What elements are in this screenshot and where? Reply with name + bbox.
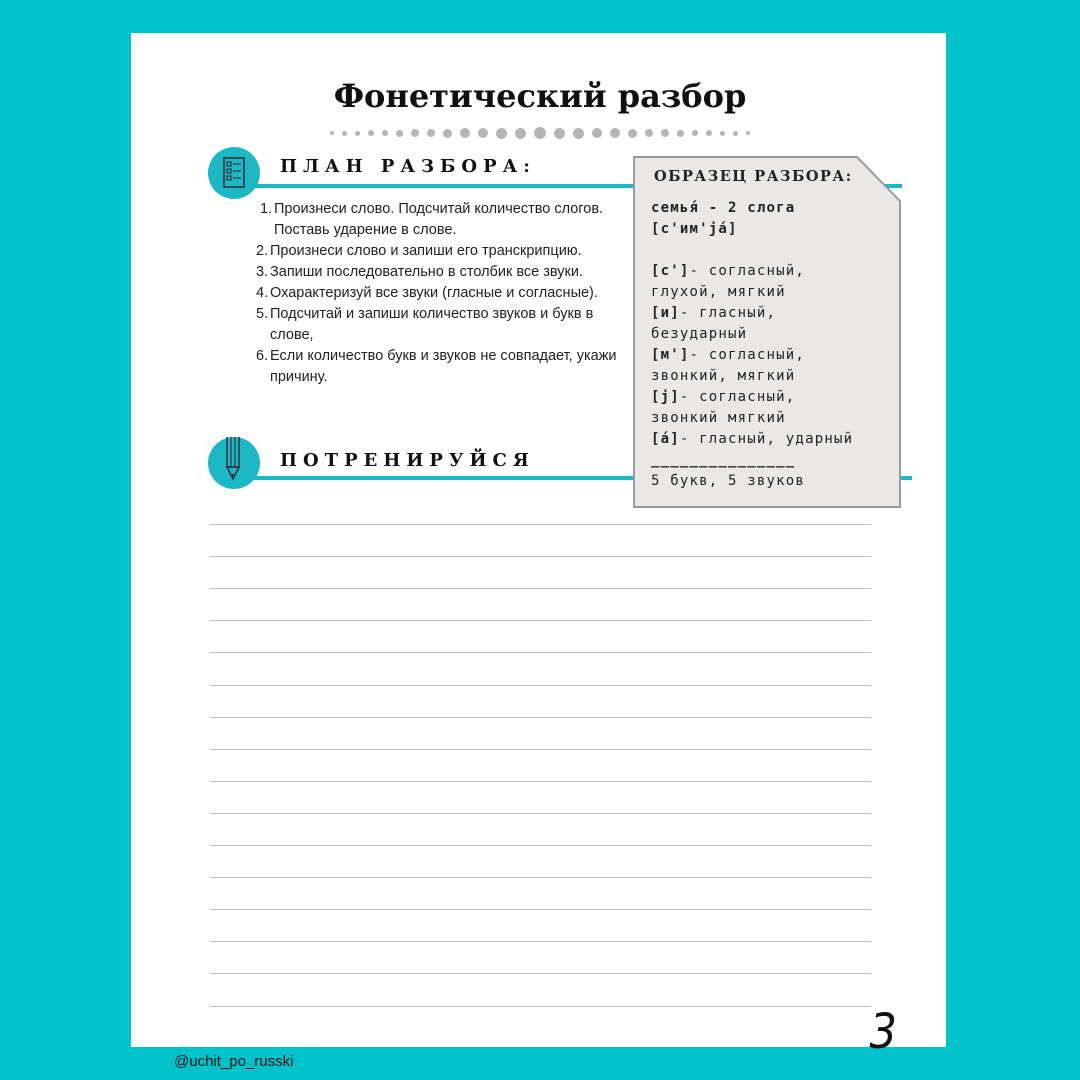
sound-row [651,261,896,282]
list-item-number: 6. [256,348,269,364]
sound-desc-cont: звонкий, мягкий [651,368,796,384]
decorative-dot [677,130,684,137]
sample-summary: 5 букв, 5 звуков [651,473,806,489]
sound-symbol: [м'] [651,347,690,363]
sample-transcription: [с'им'ја́] [651,221,738,237]
writing-line [210,652,871,653]
plan-heading: ПЛАН РАЗБОРА: [280,156,536,177]
list-item-number: 2. [256,243,269,259]
decorative-dot [592,128,602,138]
writing-line [210,973,871,974]
writing-line [210,588,871,589]
list-item-text: Охарактеризуй все звуки (гласные и согласные). [270,285,598,301]
sound-symbol: [с'] [651,263,690,279]
decorative-dot [342,131,347,136]
list-item [256,304,626,346]
writing-line [210,845,871,846]
sound-row [651,387,896,408]
author-handle: @uchit_po_russki [174,1053,294,1070]
decorative-dot [496,128,507,139]
decorative-dot [746,131,750,135]
decorative-dot [330,131,334,135]
writing-line [210,620,871,621]
list-item-text: Произнеси слово. Подсчитай количество слогов. Поставь ударение в слове. [274,201,604,238]
sound-row [651,345,896,366]
plan-list [256,199,626,388]
decorative-dot [733,131,738,136]
list-item [256,199,626,241]
decorative-dot [427,129,435,137]
decorative-dot [692,130,698,136]
sample-heading: ОБРАЗЕЦ РАЗБОРА: [654,168,853,185]
writing-line [210,877,871,878]
list-item-number: 4. [256,285,269,301]
sound-desc: - согласный, [679,389,796,405]
list-item-text: Произнеси слово и запиши его транскрипцию. [270,243,582,259]
list-item [256,283,626,304]
sound-desc-cont: глухой, мягкий [651,284,786,300]
decorative-dot [645,129,653,137]
sound-symbol: [ј] [651,389,680,405]
sound-desc: - согласный, [689,347,806,363]
decorative-dot [460,128,470,138]
decorative-dot [534,127,546,139]
decorative-dot [720,131,725,136]
sound-desc: - гласный, [679,305,777,321]
list-item [256,346,626,388]
writing-line [210,556,871,557]
sound-desc: - согласный, [689,263,806,279]
list-item-text: Запиши последовательно в столбик все звуки. [270,264,583,280]
practice-heading: ПОТРЕНИРУЙСЯ [280,450,535,471]
decorative-dot [661,129,669,137]
writing-line [210,813,871,814]
decorative-dot [396,130,403,137]
decorative-dot [355,131,360,136]
decorative-dot [706,130,712,136]
list-item [256,241,626,262]
decorative-dot [411,129,419,137]
sample-divider: _______________ [651,452,796,468]
sound-row [651,303,896,324]
list-item [256,262,626,283]
sound-row [651,429,896,450]
sound-desc-cont: безударный [651,326,748,342]
writing-line [210,1006,871,1007]
sound-symbol: [и] [651,305,680,321]
decorative-dot [610,128,620,138]
page-number: 3 [869,1004,898,1060]
writing-line [210,749,871,750]
decorative-dot [628,129,637,138]
decorative-dot [368,130,374,136]
sample-word: семья́ - 2 слога [651,200,796,216]
decorative-dots [330,126,750,140]
decorative-dot [443,129,452,138]
checklist-icon [208,147,260,199]
pencil-icon [208,437,260,489]
sample-body [651,198,896,492]
spacer [651,240,896,261]
writing-line [210,909,871,910]
decorative-dot [515,128,526,139]
decorative-dot [573,128,584,139]
list-item-number: 3. [256,264,269,280]
writing-line [210,941,871,942]
sound-desc: - гласный, ударный [679,431,854,447]
writing-line [210,717,871,718]
writing-line [210,781,871,782]
sound-symbol: [а́] [651,431,680,447]
sample-card [633,156,902,509]
page-title: Фонетический разбор [333,77,747,115]
list-item-text: Подсчитай и запиши количество звуков и букв в слове, [270,306,594,343]
writing-line [210,685,871,686]
decorative-dot [478,128,488,138]
list-item-number: 1. [260,201,273,217]
list-item-text: Если количество букв и звуков не совпадает, укажи причину. [270,348,617,385]
decorative-dot [554,128,565,139]
decorative-dot [382,130,388,136]
writing-line [210,524,871,525]
sound-desc-cont: звонкий мягкий [651,410,786,426]
list-item-number: 5. [256,306,269,322]
